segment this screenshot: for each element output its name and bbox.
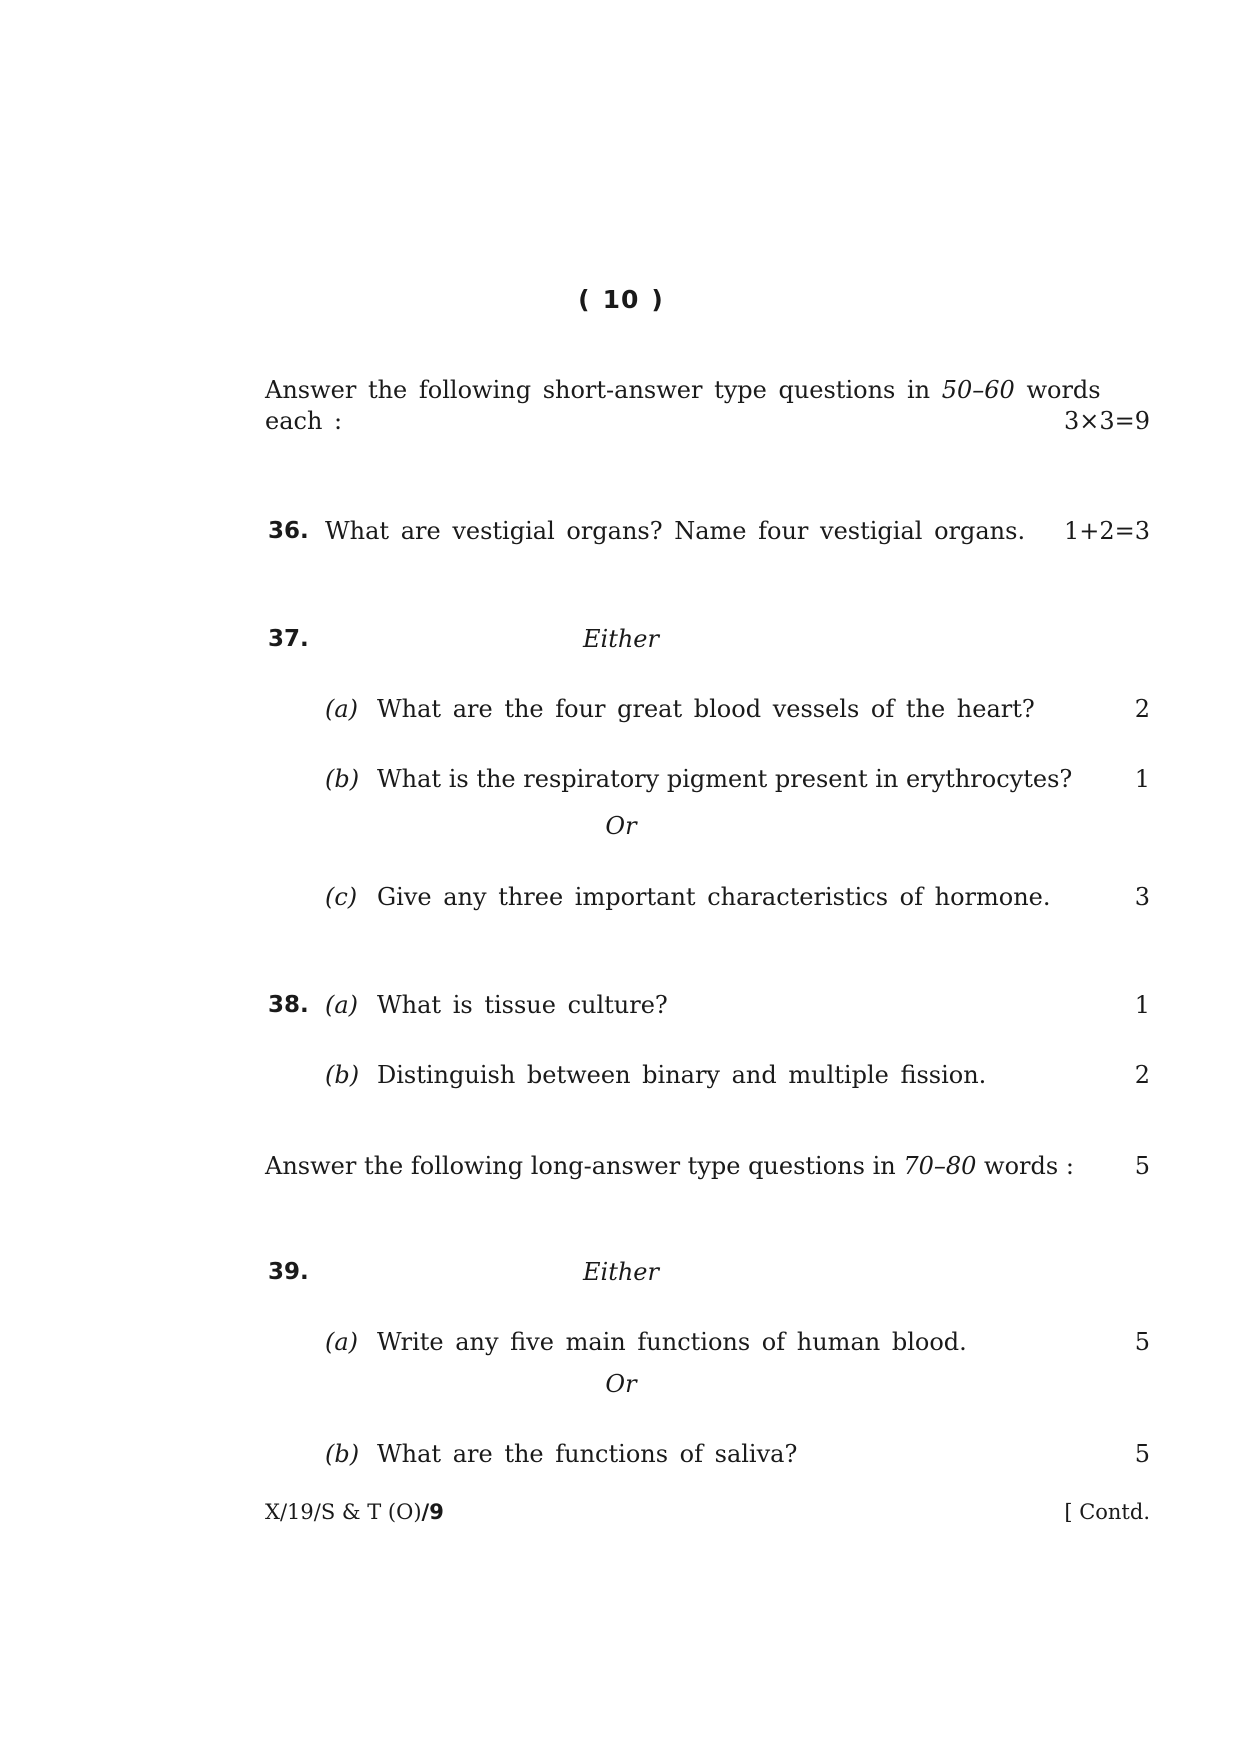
part-marks: 1 <box>1134 991 1150 1019</box>
section1-intro-text: Answer the following short-answer type questions in 50–60 words <box>265 376 1101 404</box>
part-text: Distinguish between binary and multiple fission. <box>377 1061 987 1089</box>
page-number <box>0 285 1242 314</box>
question-text: What are vestigial organs? Name four vestigial organs. <box>325 517 1026 545</box>
page-number-open: ( <box>578 285 591 314</box>
part-marks: 3 <box>1134 883 1150 911</box>
section2-marks: 5 <box>1134 1152 1150 1180</box>
section1-intro-line2 <box>265 406 1150 437</box>
q37-either: Either <box>583 625 659 653</box>
q39-or: Or <box>605 1370 637 1398</box>
question-36 <box>265 514 1150 548</box>
q39-part-b <box>265 1437 1150 1471</box>
section1-marks: 3×3=9 <box>1063 407 1150 435</box>
question-38-part-a <box>265 988 1150 1022</box>
part-label: (a) <box>325 695 359 723</box>
part-text: Write any five main functions of human blood. <box>377 1328 967 1356</box>
contd-label: [ Contd. <box>1064 1500 1150 1524</box>
question-number: 39. <box>268 1259 309 1285</box>
part-label: (b) <box>325 1440 360 1468</box>
page-footer <box>265 1500 1150 1524</box>
section1-intro-each: each : <box>265 407 343 435</box>
part-text: What are the functions of saliva? <box>377 1440 798 1468</box>
paper-code: X/19/S & T (O)/9 <box>265 1500 444 1524</box>
question-marks: 1+2=3 <box>1063 517 1150 545</box>
paper-code-bold: /9 <box>421 1500 444 1524</box>
section2-instructions <box>265 1149 1150 1183</box>
q37-part-b <box>265 762 1150 796</box>
question-number: 37. <box>268 626 309 652</box>
part-marks: 1 <box>1134 765 1150 793</box>
question-number: 36. <box>268 518 309 544</box>
part-text: Give any three important characteristics of hormone. <box>377 883 1051 911</box>
part-marks: 2 <box>1134 695 1150 723</box>
part-label: (b) <box>325 765 360 793</box>
question-number: 38. <box>268 992 309 1018</box>
part-marks: 5 <box>1134 1328 1150 1356</box>
section1-intro-line1 <box>265 375 1150 406</box>
part-text: What are the four great blood vessels of the heart? <box>377 695 1035 723</box>
part-marks: 2 <box>1134 1061 1150 1089</box>
q39-part-a <box>265 1325 1150 1359</box>
section2-word-range: 70–80 <box>903 1152 977 1180</box>
q37-part-a <box>265 692 1150 726</box>
section1-word-range: 50–60 <box>941 376 1015 404</box>
part-label: (c) <box>325 883 358 911</box>
q38-part-b <box>265 1058 1150 1092</box>
part-label: (a) <box>325 1328 359 1356</box>
page-number-close: ) <box>651 285 664 314</box>
q37-or: Or <box>605 812 637 840</box>
q39-either: Either <box>583 1258 659 1286</box>
part-text: What is the respiratory pigment present in erythrocytes? <box>377 765 1073 793</box>
part-marks: 5 <box>1134 1440 1150 1468</box>
part-text: What is tissue culture? <box>377 991 668 1019</box>
section1-instructions <box>265 375 1150 437</box>
section2-intro-text: Answer the following long-answer type questions in 70–80 words : <box>265 1152 1074 1180</box>
part-label: (a) <box>325 991 359 1019</box>
q37-part-c <box>265 880 1150 914</box>
part-label: (b) <box>325 1061 360 1089</box>
page-number-value: 10 <box>602 285 640 314</box>
